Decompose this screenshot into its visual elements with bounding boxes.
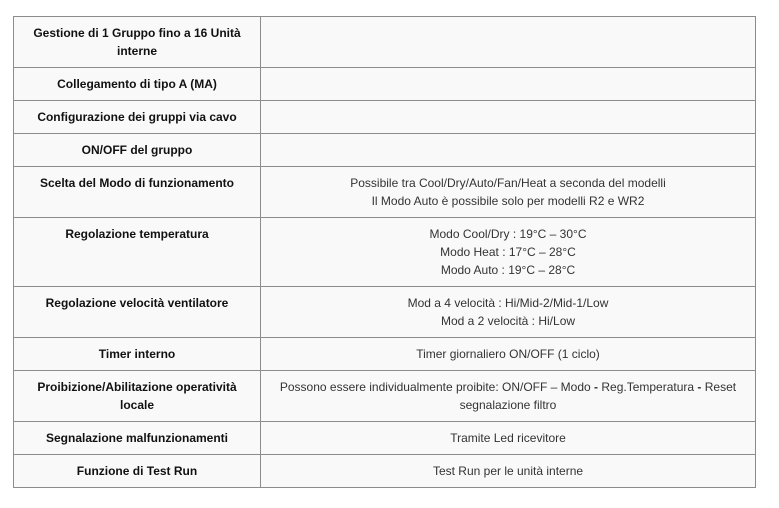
table-row [14,134,756,167]
description-cell [261,218,756,287]
description-line: Timer giornaliero ON/OFF (1 ciclo) [416,347,600,361]
description-cell [261,371,756,422]
description-text: Possono essere individualmente proibite: ON/OFF – Modo [279,380,595,394]
description-line: Modo Heat : 17°C – 28°C [440,245,576,259]
description-line: Test Run per le unità interne [432,464,584,478]
table-row [14,371,756,422]
description-line: Modo Auto : 19°C – 28°C [440,263,576,277]
table-row [14,218,756,287]
description-cell [261,338,756,371]
table-row [14,455,756,488]
feature-cell: Funzione di Test Run [14,455,261,488]
table-row [14,101,756,134]
separator-dash: - [697,380,702,394]
table-row [14,422,756,455]
feature-cell: Collegamento di tipo A (MA) [14,68,261,101]
table-row [14,287,756,338]
description-text: Reg.Temperatura [598,380,698,394]
feature-cell: Timer interno [14,338,261,371]
table-row [14,68,756,101]
description-line: Mod a 2 velocità : Hi/Low [440,314,576,328]
description-line: Possibile tra Cool/Dry/Auto/Fan/Heat a seconda del modelli [350,176,666,190]
description-text: Reset segnalazione filtro [459,380,737,412]
feature-cell: Segnalazione malfunzionamenti [14,422,261,455]
description-cell [261,422,756,455]
description-cell [261,17,756,68]
description-line: Modo Cool/Dry : 19°C – 30°C [429,227,587,241]
feature-cell: Regolazione temperatura [14,218,261,287]
description-line: Mod a 4 velocità : Hi/Mid-2/Mid-1/Low [407,296,609,310]
feature-cell: Regolazione velocità ventilatore [14,287,261,338]
description-cell [261,287,756,338]
description-cell [261,134,756,167]
feature-cell: Configurazione dei gruppi via cavo [14,101,261,134]
description-cell [261,101,756,134]
feature-cell: Proibizione/Abilitazione operatività locale [14,371,261,422]
feature-cell: Scelta del Modo di funzionamento [14,167,261,218]
description-line: Il Modo Auto è possibile solo per modelli R2 e WR2 [371,194,645,208]
table-row [14,167,756,218]
table-row [14,338,756,371]
table-row [14,17,756,68]
description-line: Tramite Led ricevitore [450,431,566,445]
description-cell [261,167,756,218]
description-cell [261,455,756,488]
feature-cell: ON/OFF del gruppo [14,134,261,167]
separator-dash: - [594,380,599,394]
description-cell [261,68,756,101]
feature-cell: Gestione di 1 Gruppo fino a 16 Unità interne [14,17,261,68]
feature-table [13,16,756,488]
